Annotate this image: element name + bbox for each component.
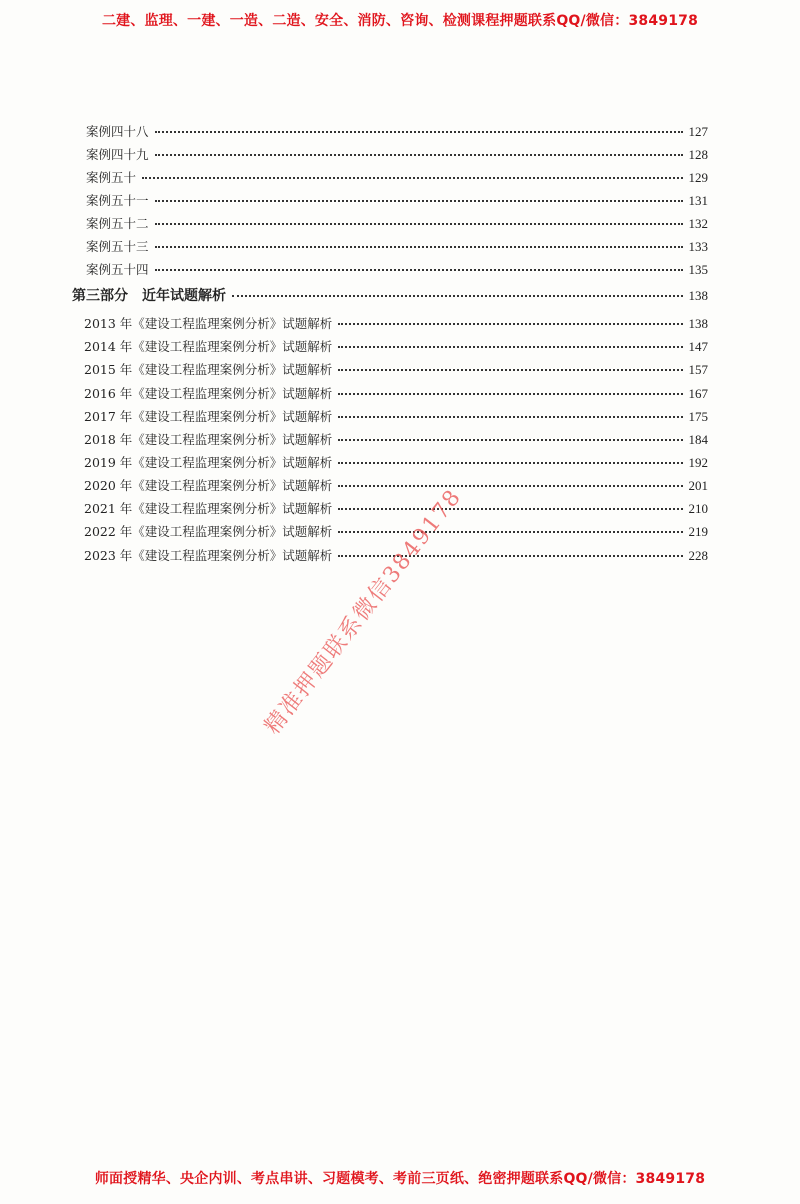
watermark: 精准押题联系微信3849178 (260, 484, 467, 740)
toc-row-exam-2022[interactable] (84, 522, 708, 540)
toc-row-exam-2019[interactable] (84, 453, 708, 471)
toc-page-number: 228 (688, 548, 708, 563)
toc-label: 2015 年《建设工程监理案例分析》试题解析 (84, 362, 333, 377)
dot-leader (338, 416, 682, 418)
dot-leader (155, 246, 683, 248)
toc-row-exam-2020[interactable] (84, 476, 708, 494)
dot-leader (338, 508, 682, 510)
toc-page-number: 210 (688, 501, 708, 516)
dot-leader (338, 462, 682, 464)
dot-leader (232, 295, 683, 297)
toc-row-exam-2018[interactable] (84, 430, 708, 448)
toc-label: 2017 年《建设工程监理案例分析》试题解析 (84, 409, 333, 424)
header-banner: 二建、监理、一建、一造、二造、安全、消防、咨询、检测课程押题联系QQ/微信：3849178 (101, 13, 699, 29)
toc-label: 2021 年《建设工程监理案例分析》试题解析 (84, 501, 333, 516)
dot-leader (142, 177, 682, 179)
toc-page-number: 184 (688, 432, 708, 447)
toc-row-case-49[interactable] (86, 145, 708, 163)
toc-page-number: 192 (688, 455, 708, 470)
toc-label: 案例五十一 (86, 193, 149, 208)
toc-label: 2023 年《建设工程监理案例分析》试题解析 (84, 548, 333, 563)
toc-page-number: 128 (688, 147, 708, 162)
toc-label: 案例五十 (86, 170, 137, 185)
toc-label: 案例五十三 (86, 239, 149, 254)
dot-leader (155, 154, 683, 156)
toc-row-case-48[interactable] (86, 122, 708, 140)
toc-part-heading: 第三部分 近年试题解析 (72, 288, 226, 304)
toc-row-exam-2015[interactable] (84, 360, 708, 378)
toc-row-exam-2013[interactable] (84, 314, 708, 332)
dot-leader (338, 323, 682, 325)
toc-label: 2014 年《建设工程监理案例分析》试题解析 (84, 339, 333, 354)
toc-label: 2018 年《建设工程监理案例分析》试题解析 (84, 432, 333, 447)
toc-page-number: 175 (688, 409, 708, 424)
toc-row-exam-2014[interactable] (84, 337, 708, 355)
toc-label: 案例五十二 (86, 216, 149, 231)
toc-row-case-50[interactable] (86, 168, 708, 186)
toc-label: 2016 年《建设工程监理案例分析》试题解析 (84, 386, 333, 401)
toc-page-number: 127 (688, 124, 708, 139)
dot-leader (338, 346, 682, 348)
toc-row-exam-2021[interactable] (84, 499, 708, 517)
dot-leader (338, 485, 682, 487)
toc-page-number: 201 (688, 478, 708, 493)
toc-page-number: 138 (688, 316, 708, 331)
toc-page-number: 167 (688, 386, 708, 401)
toc-label: 案例四十九 (86, 147, 149, 162)
dot-leader (155, 269, 683, 271)
toc-page-number: 138 (688, 288, 708, 303)
toc-label: 2022 年《建设工程监理案例分析》试题解析 (84, 524, 333, 539)
toc-label: 2020 年《建设工程监理案例分析》试题解析 (84, 478, 333, 493)
toc-page-number: 157 (688, 362, 708, 377)
toc-label: 案例五十四 (86, 262, 149, 277)
dot-leader (338, 531, 682, 533)
toc-page-number: 129 (688, 170, 708, 185)
dot-leader (338, 393, 682, 395)
dot-leader (155, 223, 683, 225)
toc-label: 2019 年《建设工程监理案例分析》试题解析 (84, 455, 333, 470)
dot-leader (338, 439, 682, 441)
toc-label: 2013 年《建设工程监理案例分析》试题解析 (84, 316, 333, 331)
toc-page-number: 133 (688, 239, 708, 254)
toc-row-exam-2017[interactable] (84, 407, 708, 425)
toc-row-exam-2016[interactable] (84, 384, 708, 402)
toc-page-number: 132 (688, 216, 708, 231)
toc-page-number: 135 (688, 262, 708, 277)
toc-page-number: 131 (688, 193, 708, 208)
toc-row-case-51[interactable] (86, 191, 708, 209)
dot-leader (155, 200, 683, 202)
footer-banner: 师面授精华、央企内训、考点串讲、习题模考、考前三页纸、绝密押题联系QQ/微信：3849178 (94, 1171, 706, 1187)
toc-page-number: 147 (688, 339, 708, 354)
dot-leader (338, 369, 682, 371)
toc-row-part-3[interactable] (72, 285, 708, 305)
toc-page-number: 219 (688, 524, 708, 539)
toc-label: 案例四十八 (86, 124, 149, 139)
dot-leader (155, 131, 683, 133)
toc-row-case-52[interactable] (86, 214, 708, 232)
toc-row-case-54[interactable] (86, 260, 708, 278)
toc-row-case-53[interactable] (86, 237, 708, 255)
